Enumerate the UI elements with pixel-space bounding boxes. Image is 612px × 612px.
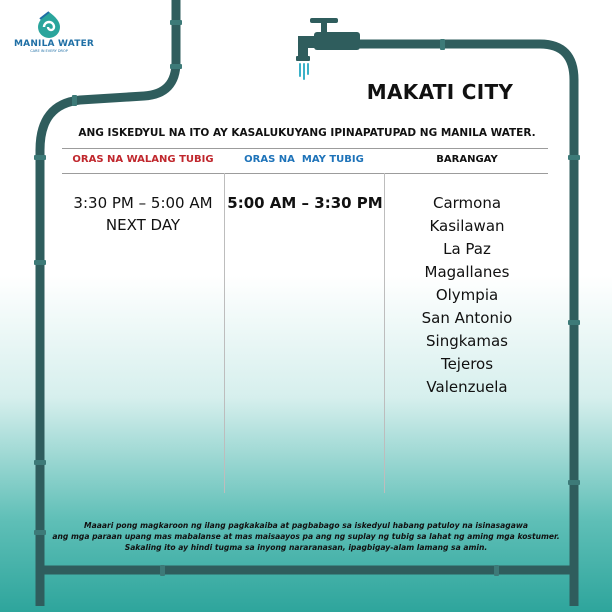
table-header-rule [62,173,548,174]
barangay-item: Carmona [432,194,502,212]
page-title: MAKATI CITY [366,80,514,104]
schedule-notice: ANG ISKEDYUL NA ITO AY KASALUKUYANG IPINAPATUPAD NG MANILA WATER. [78,127,536,139]
barangay-item: Magallanes [424,263,510,281]
disclaimer-line: Maaari pong magkaroon ng ilang pagkakaiba at pagbabago sa iskedyul habang patuloy na isinasagawa [84,521,528,530]
disclaimer [44,520,568,553]
header-with-water: ORAS NA MAY TUBIG [244,154,364,165]
table-top-rule [62,148,548,149]
disclaimer-line: ang mga paraan upang mas mabalanse at mas maisaayos pa ang ng suplay ng tubig sa lahat ng aming mga kostumer. [52,532,560,541]
brand-logo [14,10,95,53]
barangay-list [386,192,548,399]
barangay-item: La Paz [443,240,491,258]
no-water-time: 3:30 PM – 5:00 AM [73,194,213,212]
faucet-icon [290,18,360,80]
barangay-item: Valenzuela [426,378,508,396]
barangay-item: Kasilawan [429,217,505,235]
brand-name: MANILA WATER [14,39,95,49]
column-divider [384,173,385,493]
barangay-item: Singkamas [426,332,508,350]
barangay-item: Olympia [435,286,499,304]
with-water-time: 5:00 AM – 3:30 PM [227,194,383,212]
barangay-item: San Antonio [421,309,513,327]
header-no-water: ORAS NA WALANG TUBIG [72,154,214,165]
disclaimer-line: Sakaling ito ay hindi tugma sa inyong nararanasan, ipagbigay-alam lamang sa amin. [124,543,488,552]
barangay-item: Tejeros [440,355,494,373]
water-drop-swirl-icon [35,10,63,38]
brand-tagline: CARE IN EVERY DROP [30,49,68,53]
header-barangay: BARANGAY [436,154,498,165]
no-water-note: NEXT DAY [105,216,181,234]
no-water-cell [60,192,226,236]
